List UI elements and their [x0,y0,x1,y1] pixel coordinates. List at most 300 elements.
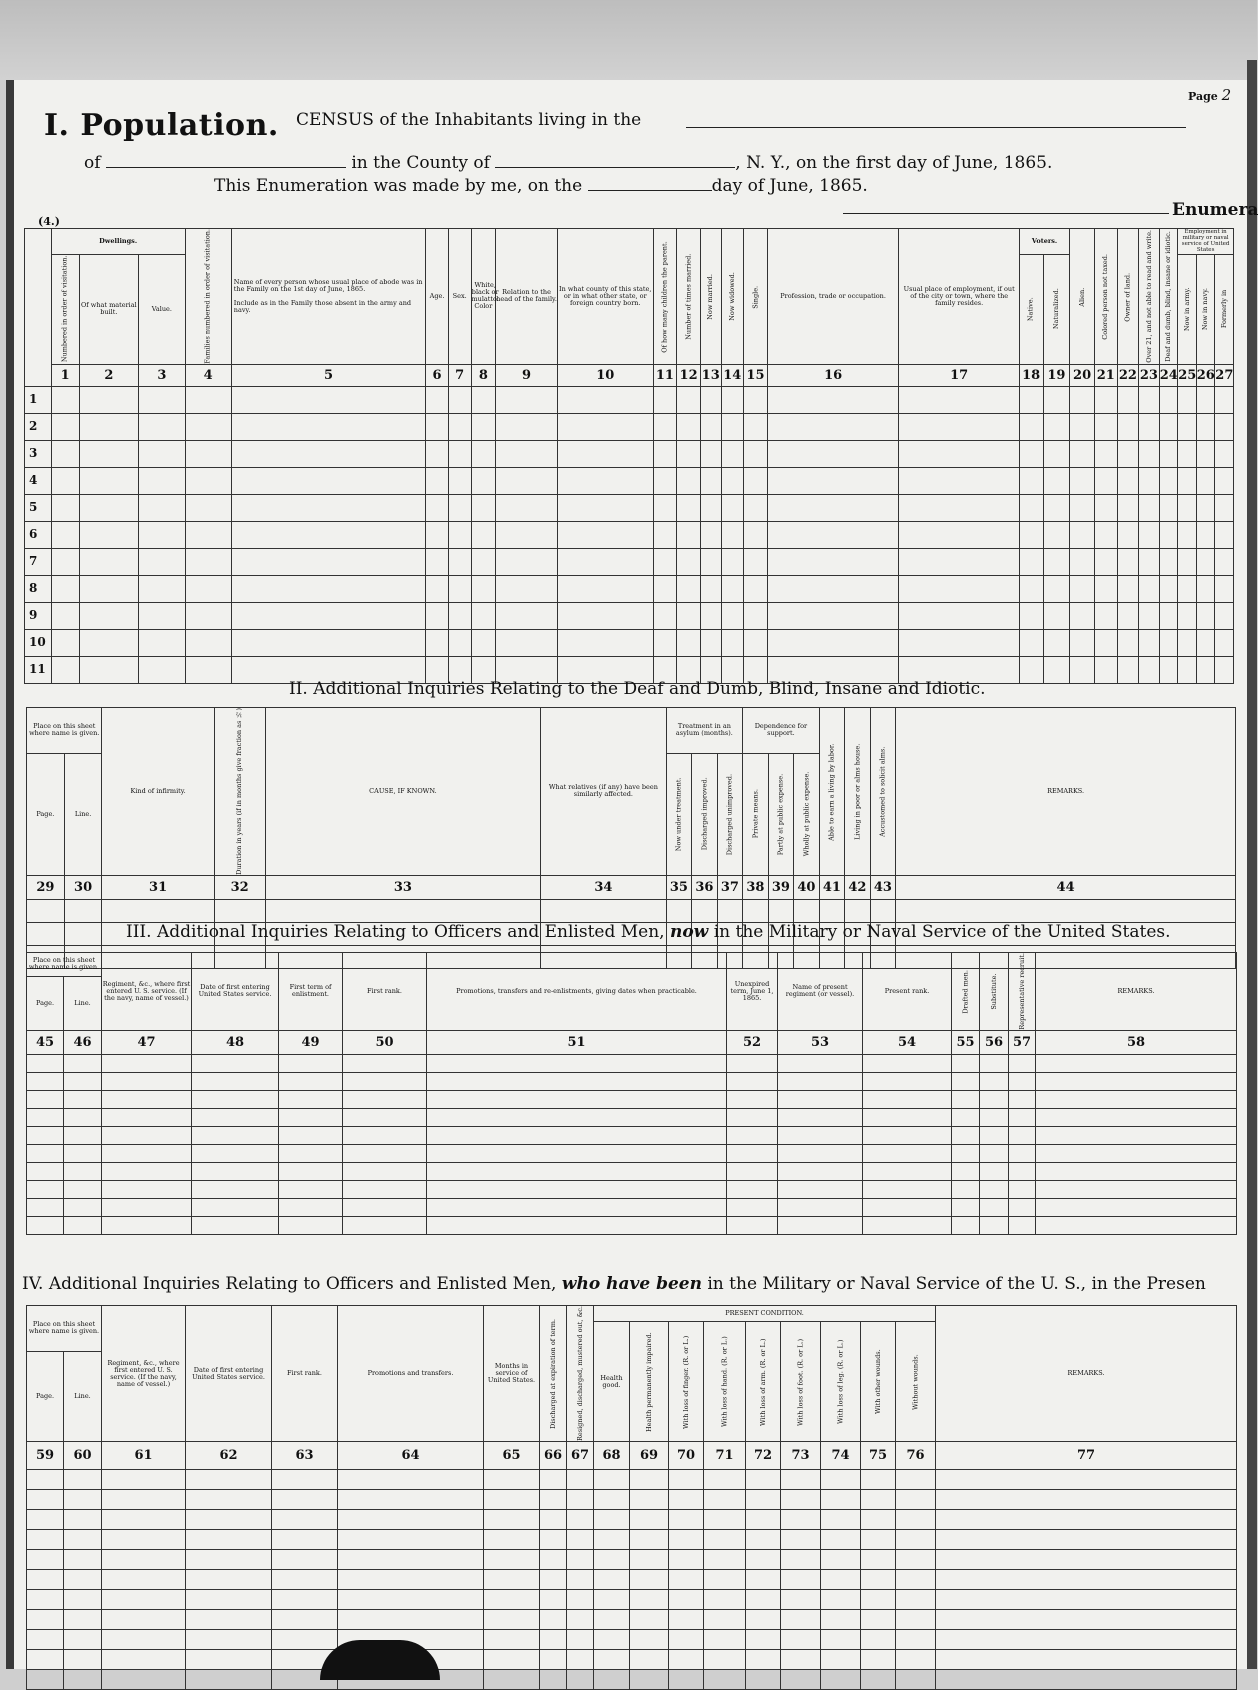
entry-cell[interactable] [746,1610,781,1630]
entry-cell[interactable] [746,1670,781,1690]
entry-cell[interactable] [653,548,677,575]
entry-cell[interactable] [279,1162,343,1180]
entry-cell[interactable] [1117,656,1139,683]
entry-cell[interactable] [778,1126,863,1144]
entry-cell[interactable] [1094,386,1117,413]
entry-cell[interactable] [1139,413,1160,440]
entry-cell[interactable] [1036,1216,1237,1234]
entry-cell[interactable] [427,1108,727,1126]
entry-cell[interactable] [1070,548,1095,575]
entry-cell[interactable] [721,467,744,494]
entry-cell[interactable] [861,1470,896,1490]
entry-cell[interactable] [727,1198,778,1216]
entry-cell[interactable] [102,899,214,922]
entry-cell[interactable] [102,1610,186,1630]
entry-cell[interactable] [1139,467,1160,494]
entry-cell[interactable] [861,1590,896,1610]
entry-cell[interactable] [448,386,471,413]
entry-cell[interactable] [102,1530,186,1550]
entry-cell[interactable] [653,629,677,656]
entry-cell[interactable] [338,1570,484,1590]
entry-cell[interactable] [1070,656,1095,683]
entry-cell[interactable] [1215,548,1234,575]
entry-cell[interactable] [767,386,899,413]
entry-cell[interactable] [64,1180,102,1198]
entry-cell[interactable] [279,1072,343,1090]
entry-cell[interactable] [1215,629,1234,656]
entry-cell[interactable] [272,1530,338,1550]
entry-cell[interactable] [899,440,1019,467]
entry-cell[interactable] [192,1198,279,1216]
entry-cell[interactable] [343,1126,427,1144]
entry-cell[interactable] [192,1108,279,1126]
entry-cell[interactable] [677,386,701,413]
entry-cell[interactable] [1043,575,1070,602]
entry-cell[interactable] [767,575,899,602]
entry-cell[interactable] [484,1630,540,1650]
entry-cell[interactable] [980,1144,1009,1162]
entry-cell[interactable] [279,1180,343,1198]
entry-cell[interactable] [1159,575,1178,602]
entry-cell[interactable] [1019,413,1043,440]
entry-cell[interactable] [102,1590,186,1610]
entry-cell[interactable] [557,413,653,440]
entry-cell[interactable] [899,386,1019,413]
entry-cell[interactable] [896,1490,936,1510]
entry-cell[interactable] [540,1630,567,1650]
entry-cell[interactable] [343,1198,427,1216]
entry-cell[interactable] [727,1216,778,1234]
entry-cell[interactable] [1009,1216,1036,1234]
entry-cell[interactable] [102,1054,192,1072]
enumeration-day-field[interactable] [588,175,712,191]
entry-cell[interactable] [567,1610,594,1630]
entry-cell[interactable] [1196,548,1215,575]
entry-cell[interactable] [952,1072,980,1090]
entry-cell[interactable] [1036,1180,1237,1198]
entry-cell[interactable] [343,1054,427,1072]
entry-cell[interactable] [700,440,721,467]
entry-cell[interactable] [704,1470,746,1490]
entry-cell[interactable] [980,1126,1009,1144]
entry-cell[interactable] [192,1180,279,1198]
entry-cell[interactable] [861,1550,896,1570]
entry-cell[interactable] [677,602,701,629]
entry-cell[interactable] [1070,494,1095,521]
entry-cell[interactable] [1178,521,1197,548]
entry-cell[interactable] [186,1630,272,1650]
entry-cell[interactable] [936,1470,1237,1490]
entry-cell[interactable] [139,386,185,413]
entry-cell[interactable] [427,1144,727,1162]
entry-cell[interactable] [279,1090,343,1108]
entry-cell[interactable] [781,1550,821,1570]
entry-cell[interactable] [1159,386,1178,413]
entry-cell[interactable] [630,1530,669,1550]
entry-cell[interactable] [139,656,185,683]
entry-cell[interactable] [744,494,768,521]
entry-cell[interactable] [231,548,425,575]
entry-cell[interactable] [102,1650,186,1670]
entry-cell[interactable] [1215,413,1234,440]
entry-cell[interactable] [1178,656,1197,683]
entry-cell[interactable] [139,602,185,629]
entry-cell[interactable] [338,1490,484,1510]
entry-cell[interactable] [51,575,79,602]
entry-cell[interactable] [677,521,701,548]
entry-cell[interactable] [781,1630,821,1650]
entry-cell[interactable] [1139,494,1160,521]
entry-cell[interactable] [231,467,425,494]
entry-cell[interactable] [496,521,558,548]
entry-cell[interactable] [778,1144,863,1162]
entry-cell[interactable] [79,440,139,467]
entry-cell[interactable] [426,629,449,656]
entry-cell[interactable] [427,1054,727,1072]
entry-cell[interactable] [185,602,231,629]
entry-cell[interactable] [343,1162,427,1180]
entry-cell[interactable] [1196,629,1215,656]
entry-cell[interactable] [1036,1126,1237,1144]
entry-cell[interactable] [767,413,899,440]
entry-cell[interactable] [743,899,769,922]
entry-cell[interactable] [677,548,701,575]
entry-cell[interactable] [746,1570,781,1590]
entry-cell[interactable] [1094,656,1117,683]
town-field[interactable] [106,152,346,168]
entry-cell[interactable] [64,1108,102,1126]
entry-cell[interactable] [139,521,185,548]
entry-cell[interactable] [1019,602,1043,629]
entry-cell[interactable] [594,1610,630,1630]
entry-cell[interactable] [64,899,102,922]
entry-cell[interactable] [471,413,496,440]
entry-cell[interactable] [767,521,899,548]
entry-cell[interactable] [496,467,558,494]
entry-cell[interactable] [427,1198,727,1216]
entry-cell[interactable] [471,602,496,629]
entry-cell[interactable] [821,1670,861,1690]
entry-cell[interactable] [51,521,79,548]
entry-cell[interactable] [185,386,231,413]
entry-cell[interactable] [1043,656,1070,683]
entry-cell[interactable] [630,1570,669,1590]
entry-cell[interactable] [484,1550,540,1570]
entry-cell[interactable] [279,1198,343,1216]
entry-cell[interactable] [630,1550,669,1570]
entry-cell[interactable] [51,386,79,413]
entry-cell[interactable] [896,1570,936,1590]
entry-cell[interactable] [744,629,768,656]
entry-cell[interactable] [64,1550,102,1570]
entry-cell[interactable] [677,494,701,521]
entry-cell[interactable] [448,413,471,440]
entry-cell[interactable] [192,1216,279,1234]
entry-cell[interactable] [1159,494,1178,521]
entry-cell[interactable] [1070,440,1095,467]
entry-cell[interactable] [272,1550,338,1570]
entry-cell[interactable] [1070,521,1095,548]
entry-cell[interactable] [861,1510,896,1530]
entry-cell[interactable] [79,413,139,440]
entry-cell[interactable] [1094,629,1117,656]
entry-cell[interactable] [426,548,449,575]
entry-cell[interactable] [721,386,744,413]
entry-cell[interactable] [1139,386,1160,413]
entry-cell[interactable] [1178,602,1197,629]
entry-cell[interactable] [899,467,1019,494]
entry-cell[interactable] [1019,521,1043,548]
entry-cell[interactable] [767,548,899,575]
entry-cell[interactable] [1196,413,1215,440]
entry-cell[interactable] [27,1162,64,1180]
entry-cell[interactable] [471,521,496,548]
entry-cell[interactable] [861,1610,896,1630]
entry-cell[interactable] [899,629,1019,656]
entry-cell[interactable] [980,1216,1009,1234]
entry-cell[interactable] [343,1144,427,1162]
entry-cell[interactable] [540,1650,567,1670]
entry-cell[interactable] [870,899,896,922]
entry-cell[interactable] [781,1510,821,1530]
entry-cell[interactable] [863,1054,952,1072]
entry-cell[interactable] [594,1550,630,1570]
entry-cell[interactable] [27,1180,64,1198]
entry-cell[interactable] [1196,521,1215,548]
entry-cell[interactable] [1117,602,1139,629]
entry-cell[interactable] [1019,575,1043,602]
entry-cell[interactable] [1196,386,1215,413]
entry-cell[interactable] [952,1054,980,1072]
entry-cell[interactable] [186,1550,272,1570]
entry-cell[interactable] [721,521,744,548]
entry-cell[interactable] [1117,548,1139,575]
entry-cell[interactable] [1036,1198,1237,1216]
entry-cell[interactable] [778,1072,863,1090]
entry-cell[interactable] [721,629,744,656]
entry-cell[interactable] [1215,467,1234,494]
entry-cell[interactable] [1043,521,1070,548]
entry-cell[interactable] [744,440,768,467]
entry-cell[interactable] [540,1570,567,1590]
entry-cell[interactable] [567,1490,594,1510]
entry-cell[interactable] [1139,575,1160,602]
entry-cell[interactable] [1117,386,1139,413]
entry-cell[interactable] [64,1216,102,1234]
entry-cell[interactable] [863,1090,952,1108]
entry-cell[interactable] [1159,602,1178,629]
entry-cell[interactable] [185,494,231,521]
entry-cell[interactable] [427,1090,727,1108]
entry-cell[interactable] [778,1216,863,1234]
entry-cell[interactable] [448,521,471,548]
entry-cell[interactable] [746,1590,781,1610]
entry-cell[interactable] [821,1550,861,1570]
entry-cell[interactable] [821,1470,861,1490]
entry-cell[interactable] [727,1072,778,1090]
entry-cell[interactable] [231,440,425,467]
entry-cell[interactable] [1019,467,1043,494]
entry-cell[interactable] [1178,494,1197,521]
entry-cell[interactable] [1043,602,1070,629]
entry-cell[interactable] [861,1530,896,1550]
entry-cell[interactable] [64,1072,102,1090]
entry-cell[interactable] [669,1570,704,1590]
entry-cell[interactable] [677,467,701,494]
entry-cell[interactable] [64,1162,102,1180]
entry-cell[interactable] [448,602,471,629]
entry-cell[interactable] [338,1470,484,1490]
entry-cell[interactable] [630,1610,669,1630]
entry-cell[interactable] [79,386,139,413]
entry-cell[interactable] [1094,413,1117,440]
entry-cell[interactable] [540,1550,567,1570]
entry-cell[interactable] [27,899,65,922]
entry-cell[interactable] [899,548,1019,575]
entry-cell[interactable] [700,467,721,494]
entry-cell[interactable] [192,1054,279,1072]
entry-cell[interactable] [781,1650,821,1670]
entry-cell[interactable] [936,1550,1237,1570]
entry-cell[interactable] [778,1180,863,1198]
entry-cell[interactable] [343,1180,427,1198]
entry-cell[interactable] [64,1198,102,1216]
entry-cell[interactable] [27,1490,64,1510]
entry-cell[interactable] [1178,575,1197,602]
entry-cell[interactable] [1196,467,1215,494]
entry-cell[interactable] [594,1630,630,1650]
entry-cell[interactable] [471,494,496,521]
entry-cell[interactable] [936,1610,1237,1630]
entry-cell[interactable] [27,1650,64,1670]
entry-cell[interactable] [1094,602,1117,629]
entry-cell[interactable] [767,629,899,656]
entry-cell[interactable] [265,899,540,922]
entry-cell[interactable] [669,1610,704,1630]
entry-cell[interactable] [51,413,79,440]
entry-cell[interactable] [899,602,1019,629]
entry-cell[interactable] [1215,386,1234,413]
entry-cell[interactable] [594,1590,630,1610]
county-field[interactable] [495,152,735,168]
entry-cell[interactable] [496,413,558,440]
entry-cell[interactable] [1070,413,1095,440]
entry-cell[interactable] [27,1090,64,1108]
entry-cell[interactable] [27,1510,64,1530]
entry-cell[interactable] [746,1630,781,1650]
entry-cell[interactable] [630,1590,669,1610]
entry-cell[interactable] [567,1530,594,1550]
entry-cell[interactable] [102,1670,186,1690]
entry-cell[interactable] [102,1630,186,1650]
entry-cell[interactable] [896,899,1236,922]
entry-cell[interactable] [27,1198,64,1216]
entry-cell[interactable] [540,1470,567,1490]
entry-cell[interactable] [426,413,449,440]
entry-cell[interactable] [669,1530,704,1550]
entry-cell[interactable] [1117,629,1139,656]
entry-cell[interactable] [896,1550,936,1570]
entry-cell[interactable] [794,899,820,922]
entry-cell[interactable] [484,1490,540,1510]
entry-cell[interactable] [863,1126,952,1144]
entry-cell[interactable] [484,1650,540,1670]
entry-cell[interactable] [821,1630,861,1650]
entry-cell[interactable] [1215,440,1234,467]
entry-cell[interactable] [700,413,721,440]
entry-cell[interactable] [980,1072,1009,1090]
entry-cell[interactable] [185,575,231,602]
entry-cell[interactable] [567,1570,594,1590]
entry-cell[interactable] [484,1510,540,1530]
entry-cell[interactable] [980,1198,1009,1216]
entry-cell[interactable] [1139,548,1160,575]
entry-cell[interactable] [700,575,721,602]
entry-cell[interactable] [863,1198,952,1216]
entry-cell[interactable] [594,1530,630,1550]
entry-cell[interactable] [1070,467,1095,494]
entry-cell[interactable] [186,1590,272,1610]
entry-cell[interactable] [778,1090,863,1108]
entry-cell[interactable] [231,413,425,440]
entry-cell[interactable] [1159,629,1178,656]
entry-cell[interactable] [427,1072,727,1090]
entry-cell[interactable] [1139,521,1160,548]
entry-cell[interactable] [185,467,231,494]
entry-cell[interactable] [102,1198,192,1216]
entry-cell[interactable] [64,1510,102,1530]
entry-cell[interactable] [700,494,721,521]
entry-cell[interactable] [952,1144,980,1162]
entry-cell[interactable] [484,1470,540,1490]
entry-cell[interactable] [630,1470,669,1490]
entry-cell[interactable] [79,629,139,656]
entry-cell[interactable] [186,1530,272,1550]
entry-cell[interactable] [186,1510,272,1530]
entry-cell[interactable] [1043,413,1070,440]
entry-cell[interactable] [496,494,558,521]
entry-cell[interactable] [51,494,79,521]
entry-cell[interactable] [704,1670,746,1690]
entry-cell[interactable] [471,575,496,602]
entry-cell[interactable] [594,1510,630,1530]
entry-cell[interactable] [821,1610,861,1630]
entry-cell[interactable] [653,521,677,548]
entry-cell[interactable] [426,575,449,602]
entry-cell[interactable] [484,1530,540,1550]
entry-cell[interactable] [778,1198,863,1216]
entry-cell[interactable] [778,1162,863,1180]
entry-cell[interactable] [744,386,768,413]
entry-cell[interactable] [1159,440,1178,467]
entry-cell[interactable] [721,440,744,467]
entry-cell[interactable] [1043,494,1070,521]
entry-cell[interactable] [27,1072,64,1090]
entry-cell[interactable] [781,1670,821,1690]
entry-cell[interactable] [1196,656,1215,683]
entry-cell[interactable] [861,1650,896,1670]
entry-cell[interactable] [896,1590,936,1610]
entry-cell[interactable] [936,1530,1237,1550]
entry-cell[interactable] [1009,1054,1036,1072]
entry-cell[interactable] [1196,494,1215,521]
entry-cell[interactable] [338,1510,484,1530]
entry-cell[interactable] [272,1590,338,1610]
entry-cell[interactable] [952,1108,980,1126]
entry-cell[interactable] [744,548,768,575]
entry-cell[interactable] [1070,386,1095,413]
entry-cell[interactable] [863,1180,952,1198]
